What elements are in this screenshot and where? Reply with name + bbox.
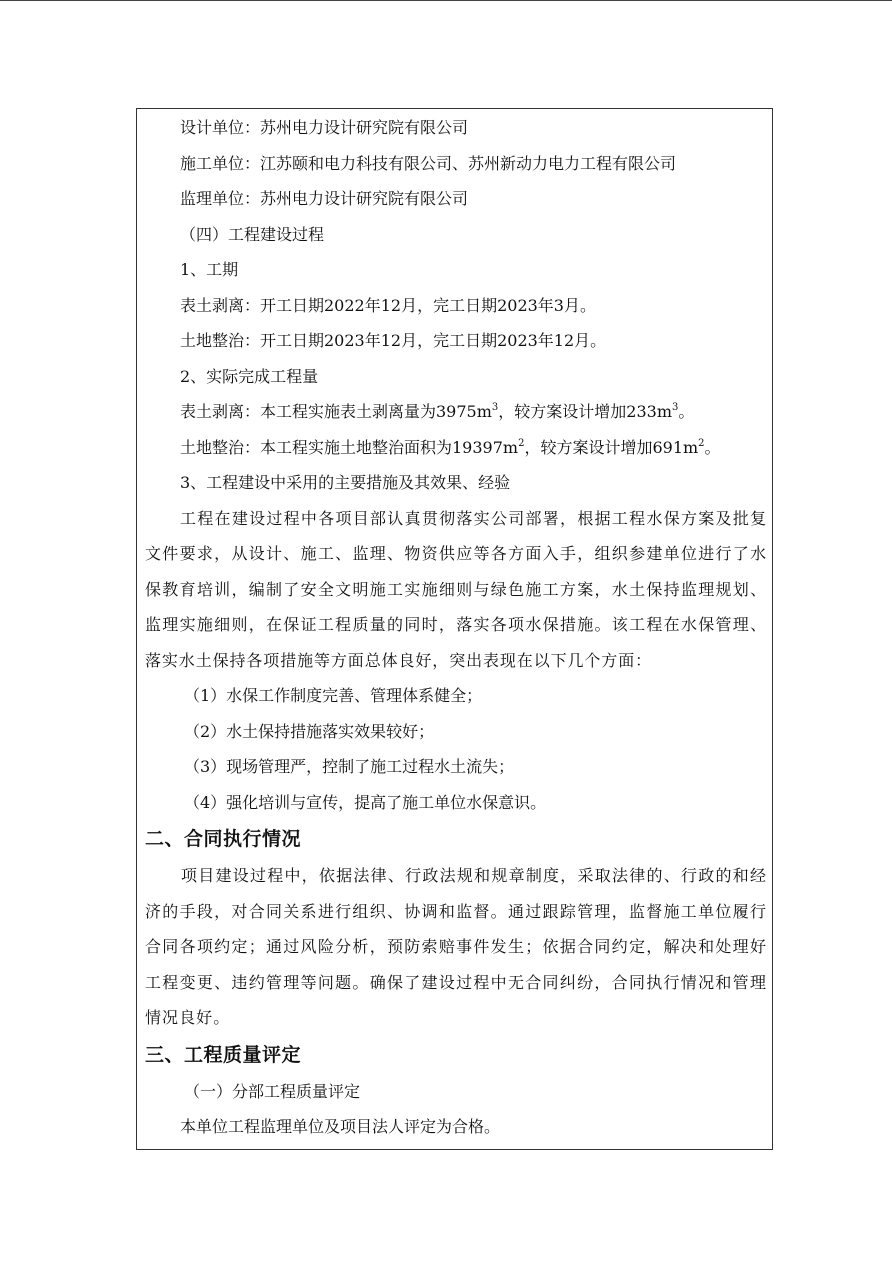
measures-title: 3、工程建设中采用的主要措施及其效果、经验 (180, 473, 511, 492)
measure-item: （3）现场管理严，控制了施工过程水土流失； (184, 757, 515, 776)
quantity-topsoil (145, 394, 767, 430)
design-unit: 设计单位：苏州电力设计研究院有限公司 (180, 118, 469, 137)
page-top-rule (0, 0, 892, 1)
unit-superscript: 3 (672, 402, 679, 413)
quantity-land (145, 430, 767, 466)
unit-superscript: 2 (698, 437, 705, 449)
measure-item: （4）强化培训与宣传，提高了施工单位水保意识。 (184, 792, 547, 812)
period-topsoil: 表土剥离：开工日期2022年12月，完工日期2023年3月。 (180, 295, 596, 315)
quantity-land-text-2: ，较方案设计增加691m (524, 437, 699, 457)
quantity-land-text-1: 土地整治：本工程实施土地整治面积为19397m (180, 437, 519, 457)
process-section-title: （四）工程建设过程 (180, 224, 325, 244)
quality-subsection-title: （一）分部工程质量评定 (184, 1081, 361, 1101)
quantity-topsoil-text-1: 表土剥离：本工程实施表土剥离量为3975m (180, 402, 492, 421)
period-title: 1、工期 (180, 260, 239, 279)
quality-heading: 三、工程质量评定 (145, 1043, 302, 1066)
quality-subsection-text: 本单位工程监理单位及项目法人评定为合格。 (180, 1117, 501, 1136)
measure-item: （2）水土保持措施落实效果较好； (184, 721, 435, 741)
contract-paragraph: 项目建设过程中，依据法律、行政法规和规章制度，采取法律的、行政的和经济的手段，对合同关系进行组织、协调和监督。通过跟踪管理，监督施工单位履行合同各项约定；通过风险分析，预防索赔事件发生；依据合同约定，解决和处理好工程变更、违约管理等问题。确保了建设过程中无合同纠纷，合同执行情况和管理情况良好。 (145, 866, 767, 1027)
quantity-land-text-3: 。 (704, 437, 721, 457)
measures-paragraph: 工程在建设过程中各项目部认真贯彻落实公司部署，根据工程水保方案及批复文件要求，从设计、施工、监理、物资供应等各方面入手，组织参建单位进行了水保教育培训，编制了安全文明施工实施细则与绿色施工方案，水土保持监理规划、监理实施细则，在保证工程质量的同时，落实各项水保措施。该工程在水保管理、落实水土保持各项措施等方面总体良好，突出表现在以下几个方面： (145, 508, 767, 670)
contract-heading: 二、合同执行情况 (145, 828, 302, 850)
period-land: 土地整治：开工日期2023年12月，完工日期2023年12月。 (180, 331, 607, 350)
document-body (145, 110, 767, 1145)
measure-item: （1）水保工作制度完善、管理体系健全； (184, 686, 483, 705)
quantity-topsoil-text-3: 。 (678, 402, 695, 421)
supervision-unit: 监理单位：苏州电力设计研究院有限公司 (180, 189, 469, 208)
unit-superscript: 3 (491, 402, 499, 413)
unit-superscript: 2 (518, 437, 525, 449)
quantity-topsoil-text-2: ，较方案设计增加233m (498, 402, 672, 421)
quantity-title: 2、实际完成工程量 (180, 366, 319, 386)
construction-unit: 施工单位：江苏颐和电力科技有限公司、苏州新动力电力工程有限公司 (180, 153, 677, 173)
